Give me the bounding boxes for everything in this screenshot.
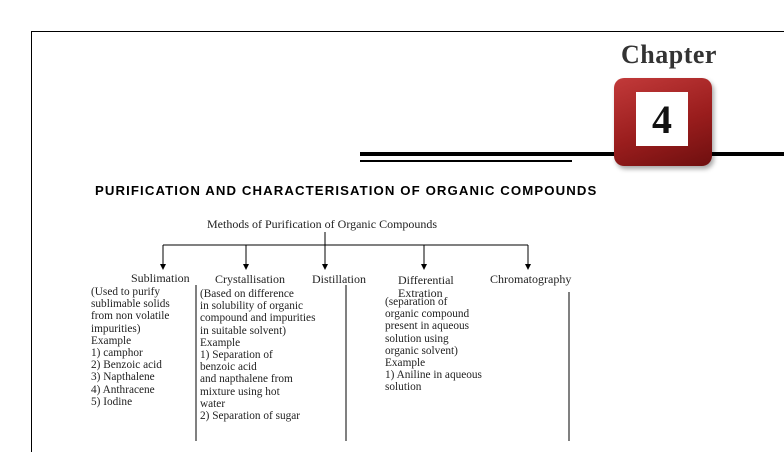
sublimation-line: impurities)	[91, 322, 141, 335]
differential-line: solution using	[385, 332, 449, 345]
method-differential-extraction: Extration	[398, 286, 443, 300]
arrowhead-distillation	[322, 264, 328, 270]
differential-line: solution	[385, 381, 422, 394]
crystallisation-line: in suitable solvent)	[200, 324, 286, 337]
arrowhead-crystallisation	[243, 264, 249, 270]
differential-line: Example	[385, 357, 426, 370]
crystallisation-line: mixture using hot	[200, 385, 280, 398]
sublimation-line: 3) Napthalene	[91, 371, 155, 384]
chapter-number: 4	[636, 92, 688, 146]
sublimation-line: 4) Anthracene	[91, 383, 155, 396]
crystallisation-line: (Based on difference	[200, 288, 294, 300]
differential-line: (separation of	[385, 296, 448, 308]
crystallisation-line: Example	[200, 336, 241, 349]
crystallisation-line: benzoic acid	[200, 361, 257, 374]
sublimation-line: from non volatile	[91, 310, 170, 323]
page-title: PURIFICATION AND CHARACTERISATION OF ORGANIC COMPOUNDS	[95, 183, 598, 198]
sublimation-line: Example	[91, 334, 132, 347]
differential-description	[385, 296, 482, 394]
sublimation-line: 5) Iodine	[91, 395, 133, 408]
method-chromatography: Chromatography	[490, 272, 572, 286]
crystallisation-line: compound and impurities	[200, 312, 316, 325]
method-distillation: Distillation	[312, 272, 366, 286]
tree-root-label: Methods of Purification of Organic Compounds	[207, 217, 438, 231]
crystallisation-line: 2) Separation of sugar	[200, 410, 301, 423]
crystallisation-line: and napthalene from	[200, 373, 293, 386]
crystallisation-description	[200, 288, 315, 422]
arrowhead-chromatography	[525, 264, 531, 270]
arrowhead-sublimation	[160, 264, 166, 270]
sublimation-description	[91, 286, 170, 408]
method-crystallisation: Crystallisation	[215, 272, 285, 286]
crystallisation-line: water	[200, 397, 226, 410]
method-sublimation: Sublimation	[131, 271, 190, 285]
arrowhead-differential	[421, 264, 427, 270]
sublimation-line: sublimable solids	[91, 298, 170, 311]
differential-line: present in aqueous	[385, 320, 470, 333]
differential-line: organic compound	[385, 308, 470, 321]
chapter-heading: Chapter	[621, 40, 717, 69]
crystallisation-line: 1) Separation of	[200, 349, 273, 362]
crystallisation-line: in solubility of organic	[200, 300, 304, 313]
sublimation-line: 2) Benzoic acid	[91, 359, 162, 372]
sublimation-line: 1) camphor	[91, 347, 143, 360]
differential-line: 1) Aniline in aqueous	[385, 369, 482, 382]
sublimation-line: (Used to purify	[91, 286, 161, 298]
method-differential: Differential	[398, 273, 454, 287]
differential-line: organic solvent)	[385, 344, 458, 357]
